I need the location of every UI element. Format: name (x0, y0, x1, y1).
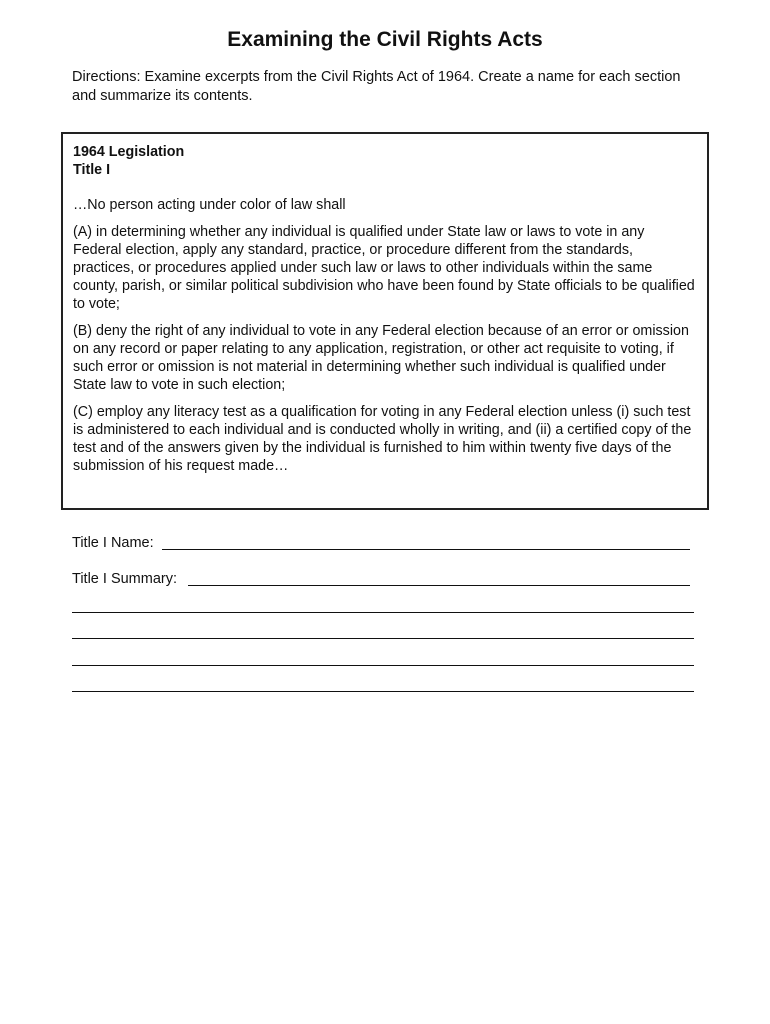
title-name-blank[interactable] (162, 549, 690, 550)
excerpt-heading-title: Title I (73, 162, 111, 178)
directions-text: Directions: Examine excerpts from the Civil Rights Act of 1964. Create a name for each section and summarize its contents. (72, 69, 681, 104)
excerpt-paragraph-b: (B) deny the right of any individual to vote in any Federal election because of an error or omission on any record or paper relating to any application, registration, or other act requisite to voting, if such error or omission is not material in determining whether such individual is qualified under State law to vote in such election; (73, 323, 689, 393)
summary-blank-line[interactable] (72, 612, 694, 613)
excerpt-intro: …No person acting under color of law shall (73, 197, 346, 213)
title-summary-blank[interactable] (188, 585, 690, 586)
summary-blank-line[interactable] (72, 665, 694, 666)
excerpt-box (61, 132, 709, 510)
title-name-label: Title I Name: (72, 535, 154, 551)
summary-blank-line[interactable] (72, 638, 694, 639)
excerpt-paragraph-a: (A) in determining whether any individual is qualified under State law or laws to vote in any Federal election, apply any standard, practice, or procedure different from the standards, practices, or procedures applied under such law or laws to other individuals within the same county, parish, or similar political subdivision who have been found by State officials to be qualified to vote; (73, 224, 695, 312)
excerpt-paragraph-c: (C) employ any literacy test as a qualification for voting in any Federal election unless (i) such test is administered to each individual and is conducted wholly in writing, and (ii) a certified copy of the test and of the answers given by the individual is furnished to him within twenty five days of the submission of his request made… (73, 404, 692, 474)
excerpt-heading-legislation: 1964 Legislation (73, 144, 185, 160)
summary-blank-line[interactable] (72, 691, 694, 692)
title-summary-label: Title I Summary: (72, 571, 178, 587)
page-title: Examining the Civil Rights Acts (227, 28, 543, 51)
